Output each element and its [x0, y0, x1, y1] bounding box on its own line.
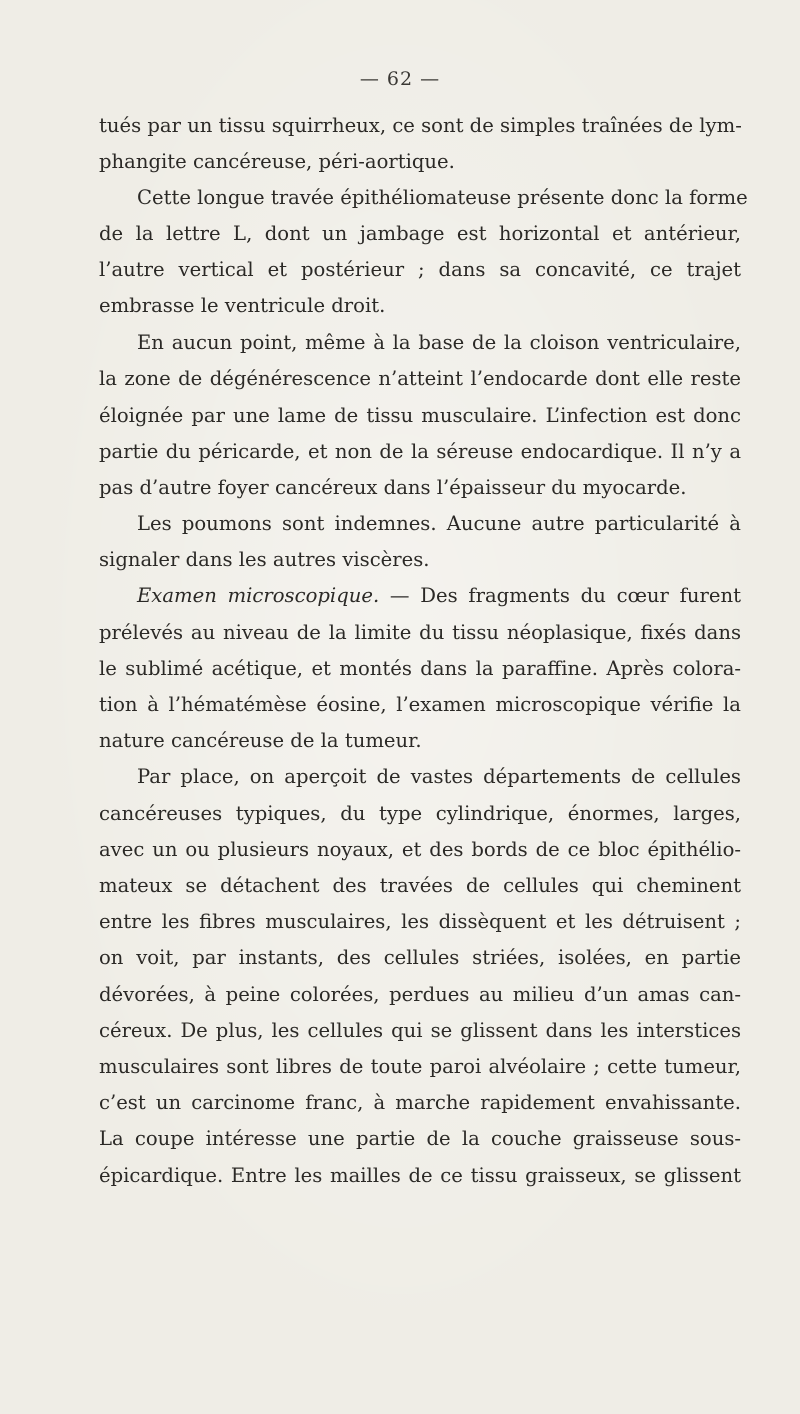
text-line: tués par un tissu squirrheux, ce sont de simples traînées de lym-: [99, 114, 742, 137]
text-line: la zone de dégénérescence n’atteint l’endocarde dont elle reste: [99, 367, 741, 390]
text-line: Les poumons sont indemnes. Aucune autre particularité à: [137, 512, 741, 535]
text-line: musculaires sont libres de toute paroi alvéolaire ; cette tumeur,: [99, 1055, 741, 1078]
text-line: embrasse le ventricule droit.: [99, 294, 386, 317]
section-heading-continuation: — Des fragments du cœur furent: [379, 584, 741, 607]
text-line: La coupe intéresse une partie de la couche graisseuse sous-: [99, 1127, 741, 1150]
text-line: tion à l’hématémèse éosine, l’examen microscopique vérifie la: [99, 693, 741, 716]
text-line: l’autre vertical et postérieur ; dans sa concavité, ce trajet: [99, 258, 741, 281]
text-line: éloignée par une lame de tissu musculaire. L’infection est donc: [99, 404, 741, 427]
text-line: signaler dans les autres viscères.: [99, 548, 430, 571]
text-line: entre les fibres musculaires, les dissèquent et les détruisent ;: [99, 910, 741, 933]
text-line: de la lettre L, dont un jambage est horizontal et antérieur,: [99, 222, 741, 245]
text-line-section-heading: [137, 584, 741, 608]
page-number: — 62 —: [359, 68, 441, 90]
text-line: mateux se détachent des travées de cellules qui cheminent: [99, 874, 741, 897]
section-heading: Examen microscopique.: [137, 584, 380, 607]
text-line: épicardique. Entre les mailles de ce tissu graisseux, se glissent: [99, 1164, 741, 1187]
text-line: avec un ou plusieurs noyaux, et des bords de ce bloc épithélio-: [99, 838, 741, 861]
text-line: phangite cancéreuse, péri-aortique.: [99, 150, 455, 173]
text-line: pas d’autre foyer cancéreux dans l’épaisseur du myocarde.: [99, 476, 687, 499]
text-line: le sublimé acétique, et montés dans la paraffine. Après colora-: [99, 657, 741, 680]
text-line: Cette longue travée épithéliomateuse présente donc la forme: [137, 186, 748, 209]
text-line: c’est un carcinome franc, à marche rapidement envahissante.: [99, 1091, 741, 1114]
text-line: Par place, on aperçoit de vastes départements de cellules: [137, 765, 741, 788]
text-line: En aucun point, même à la base de la cloison ventriculaire,: [137, 331, 741, 354]
text-line: partie du péricarde, et non de la séreuse endocardique. Il n’y a: [99, 440, 741, 463]
text-line: cancéreuses typiques, du type cylindrique, énormes, larges,: [99, 802, 741, 825]
text-line: prélevés au niveau de la limite du tissu néoplasique, fixés dans: [99, 621, 741, 644]
text-line: nature cancéreuse de la tumeur.: [99, 729, 422, 752]
text-line: céreux. De plus, les cellules qui se glissent dans les interstices: [99, 1019, 741, 1042]
text-line: on voit, par instants, des cellules striées, isolées, en partie: [99, 946, 741, 969]
text-line: dévorées, à peine colorées, perdues au milieu d’un amas can-: [99, 983, 741, 1006]
